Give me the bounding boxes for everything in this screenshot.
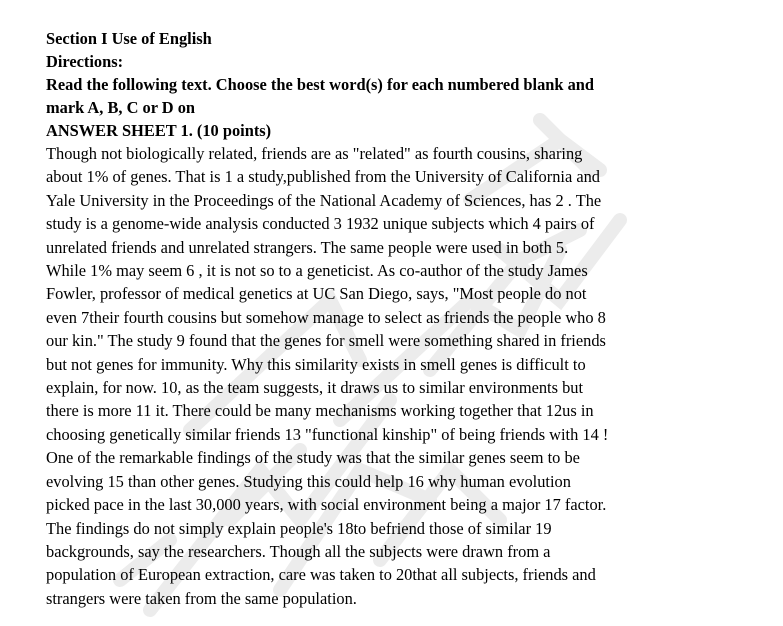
directions-label: Directions:	[46, 52, 124, 71]
passage	[46, 142, 766, 610]
passage-line: backgrounds, say the researchers. Though all the subjects were drawn from a	[46, 541, 551, 561]
passage-line: picked pace in the last 30,000 years, with social environment being a major 17 factor.	[46, 495, 607, 515]
passage-line: but not genes for immunity. Why this similarity exists in smell genes is difficult to	[46, 354, 586, 374]
instruction-line: mark A, B, C or D on	[46, 98, 196, 117]
passage-line: unrelated friends and unrelated strangers. The same people were used in both 5.	[46, 237, 569, 257]
passage-line: Yale University in the Proceedings of the National Academy of Sciences, has 2 . The	[46, 190, 602, 210]
instruction-line: ANSWER SHEET 1. (10 points)	[46, 121, 272, 140]
passage-line: even 7their fourth cousins but somehow manage to select as friends the people who 8	[46, 307, 606, 327]
document-page	[46, 27, 766, 610]
passage-line: explain, for now. 10, as the team suggests, it draws us to similar environments but	[46, 378, 584, 398]
passage-line: The findings do not simply explain people's 18to befriend those of similar 19	[46, 518, 552, 538]
passage-line: strangers were taken from the same population.	[46, 588, 357, 608]
passage-line: our kin." The study 9 found that the genes for smell were something shared in friends	[46, 331, 606, 351]
passage-line: One of the remarkable findings of the study was that the similar genes seem to be	[46, 448, 580, 468]
instruction-line: Read the following text. Choose the best word(s) for each numbered blank and	[46, 75, 595, 94]
section-title: Section I Use of English	[46, 29, 212, 48]
passage-line: population of European extraction, care was taken to 20that all subjects, friends and	[46, 565, 596, 585]
passage-line: Though not biologically related, friends are as "related" as fourth cousins, sharing	[46, 144, 583, 163]
passage-line: about 1% of genes. That is 1 a study,published from the University of California and	[46, 167, 600, 187]
passage-line: study is a genome-wide analysis conducted 3 1932 unique subjects which 4 pairs of	[46, 214, 595, 234]
passage-line: there is more 11 it. There could be many mechanisms working together that 12us in	[46, 401, 594, 421]
passage-line: While 1% may seem 6 , it is not so to a geneticist. As co-author of the study James	[46, 261, 588, 281]
passage-line: Fowler, professor of medical genetics at UC San Diego, says, "Most people do not	[46, 284, 587, 304]
passage-line: choosing genetically similar friends 13 "functional kinship" of being friends with 14 !	[46, 424, 609, 444]
passage-line: evolving 15 than other genes. Studying this could help 16 why human evolution	[46, 471, 571, 491]
